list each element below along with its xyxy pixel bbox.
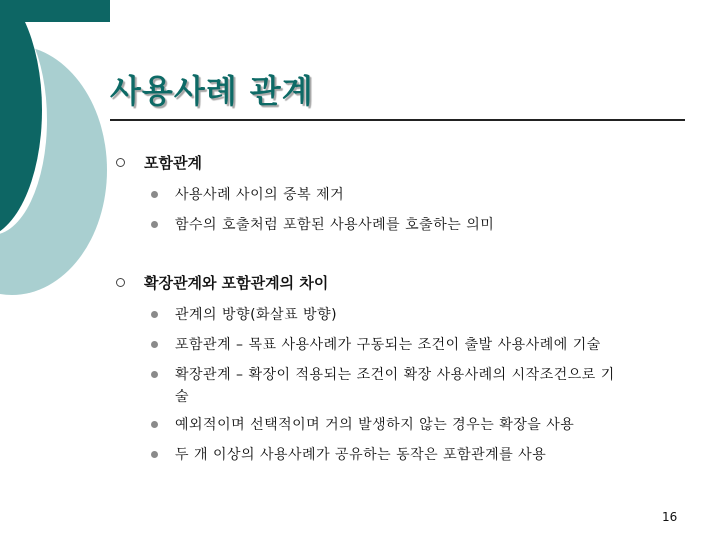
item-bullet-icon: [151, 191, 158, 198]
page-number: 16: [662, 510, 678, 524]
list-item: 두 개 이상의 사용사례가 공유하는 동작은 포함관계를 사용: [175, 447, 547, 463]
list-item-continuation: 술: [175, 389, 190, 405]
list-item: 사용사례 사이의 중복 제거: [175, 187, 345, 203]
list-item: 예외적이며 선택적이며 거의 발생하지 않는 경우는 확장을 사용: [175, 417, 575, 433]
title-underline: [110, 119, 685, 121]
corner-decoration-graphic: [0, 0, 110, 300]
item-bullet-icon: [151, 221, 158, 228]
corner-decoration: [0, 0, 110, 300]
section-heading-inclusion: 포함관계: [144, 154, 202, 172]
section-heading-difference: 확장관계와 포함관계의 차이: [144, 274, 329, 292]
dark-teal-top-band: [0, 0, 110, 22]
list-item: 포함관계 – 목표 사용사례가 구동되는 조건이 출발 사용사례에 기술: [175, 337, 601, 353]
section-bullet-icon: [116, 278, 125, 287]
list-item: 함수의 호출처럼 포함된 사용사례를 호출하는 의미: [175, 217, 495, 233]
section-bullet-icon: [116, 158, 125, 167]
item-bullet-icon: [151, 371, 158, 378]
item-bullet-icon: [151, 311, 158, 318]
slide-title: 사용사례 관계: [110, 72, 314, 110]
list-item: 확장관계 – 확장이 적용되는 조건이 확장 사용사례의 시작조건으로 기: [175, 367, 615, 383]
list-item: 관계의 방향(화살표 방향): [175, 307, 338, 323]
item-bullet-icon: [151, 421, 158, 428]
item-bullet-icon: [151, 451, 158, 458]
item-bullet-icon: [151, 341, 158, 348]
